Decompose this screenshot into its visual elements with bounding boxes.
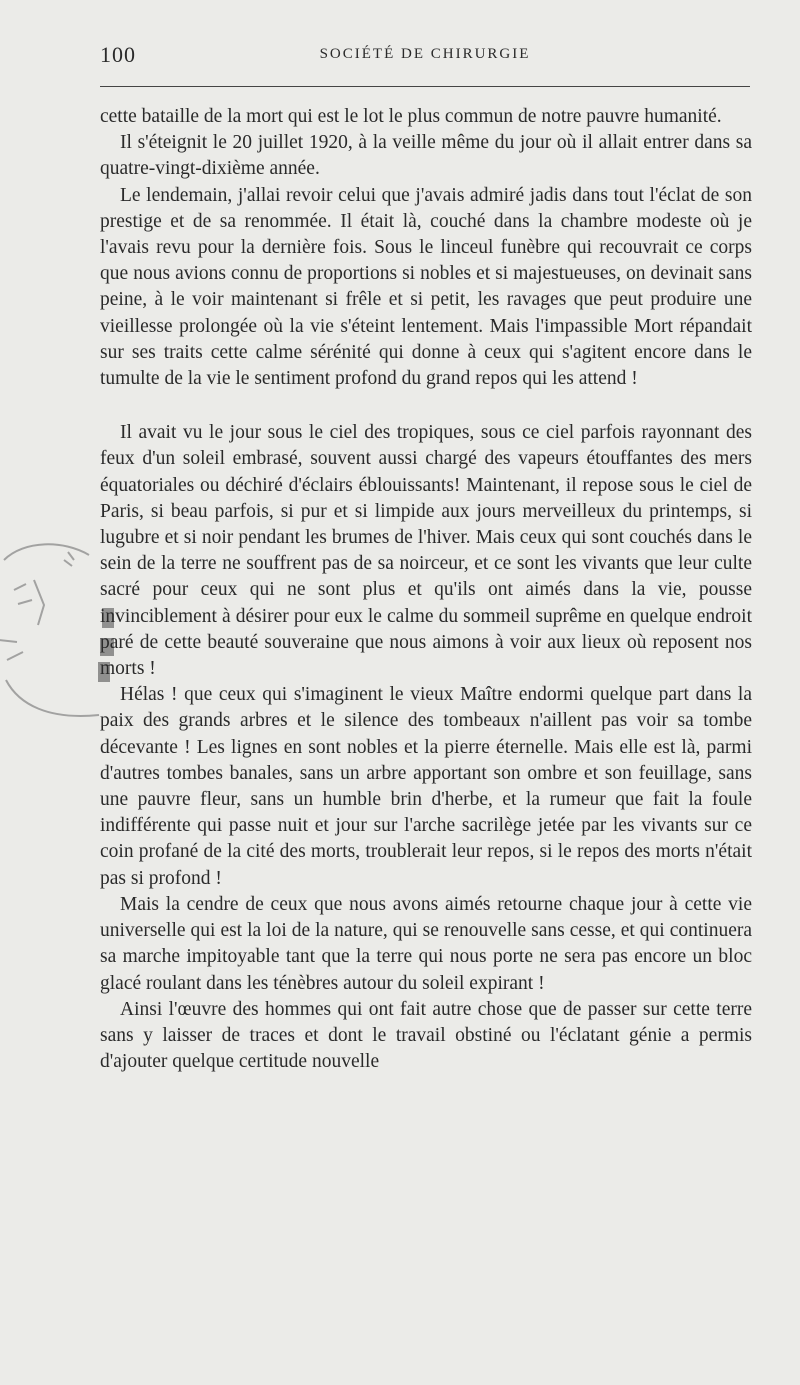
page-header	[100, 42, 750, 72]
page-number: 100	[100, 42, 136, 67]
body-text	[100, 104, 752, 1075]
paragraph: cette bataille de la mort qui est le lot le plus commun de notre pauvre humanité.	[100, 106, 722, 127]
paragraph: Mais la cendre de ceux que nous avons aimés retourne chaque jour à cette vie universelle qui est la loi de la nature, qui se renouvelle sans cesse, et qui continuera sa marche impitoyable tant que la terre qui nous porte ne sera pas encore un bloc glacé roulant dans les ténèbres autour du soleil expirant !	[100, 893, 752, 994]
paragraph: Il avait vu le jour sous le ciel des tropiques, sous ce ciel parfois rayonnant des feux d'un soleil embrasé, souvent aussi chargé des vapeurs étouffantes des mers équatoriales ou déchiré d'éclairs éblouissants! Maintenant, il repose sous le ciel de Paris, si beau parfois, si pur et si limpide aux jours merveilleux du printemps, si lugubre et si noir pendant les brumes de l'hiver. Mais ceux qui sont couchés dans le sein de la terre ne souffrent pas de sa noirceur, et ce sont les vivants que leur culte sacré pour ceux qui ne sont plus et qu'ils ont aimés dans la vie, pousse invinciblement à désirer pour eux le calme du sommeil suprême en quelque endroit paré de cette beauté souveraine que nous aimons à voir aux lieux où reposent nos morts !	[100, 422, 752, 680]
paragraph: Il s'éteignit le 20 juillet 1920, à la veille même du jour où il allait entrer dans sa quatre-vingt-dixième année.	[100, 132, 752, 180]
paragraph: Hélas ! que ceux qui s'imaginent le vieux Maître endormi quelque part dans la paix des grands arbres et le silence des tombeaux n'aillent pas voir sa tombe décevante ! Les lignes en sont nobles et la pierre éternelle. Mais elle est là, parmi d'autres tombes banales, sans un arbre apportant son ombre et son feuillage, sans une pauvre fleur, sans un humble brin d'herbe, et la rumeur que fait la foule indifférente qui passe nuit et jour sur l'arche sacrilège jetée par les vivants sur ce coin profané de la cité des morts, troublerait leur repos, si le repos des morts n'était pas si profond !	[100, 684, 752, 889]
paragraph: Le lendemain, j'allai revoir celui que j'avais admiré jadis dans tout l'éclat de son prestige et de sa renommée. Il était là, couché dans la chambre modeste où je l'avais revu pour la dernière fois. Sous le linceul funèbre qui recouvrait ce corps que nous avions connu de proportions si nobles et si majestueuses, on devinait sans peine, à le voir maintenant si frêle et si petit, les ravages que peut produire une vieillesse prolongée où la vie s'éteint lentement. Mais l'impassible Mort répandait sur ses traits cette calme sérénité qui donne à ceux qui s'agitent encore dans le tumulte de la vie le sentiment profond du grand repos qui les attend !	[100, 184, 752, 390]
header-rule	[100, 86, 750, 87]
paragraph: Ainsi l'œuvre des hommes qui ont fait autre chose que de passer sur cette terre sans y laisser de traces et dont le travail obstiné ou l'éclatant génie a permis d'ajouter quelque certitude nouvelle	[100, 998, 752, 1073]
running-head: SOCIÉTÉ DE CHIRURGIE	[319, 46, 531, 62]
